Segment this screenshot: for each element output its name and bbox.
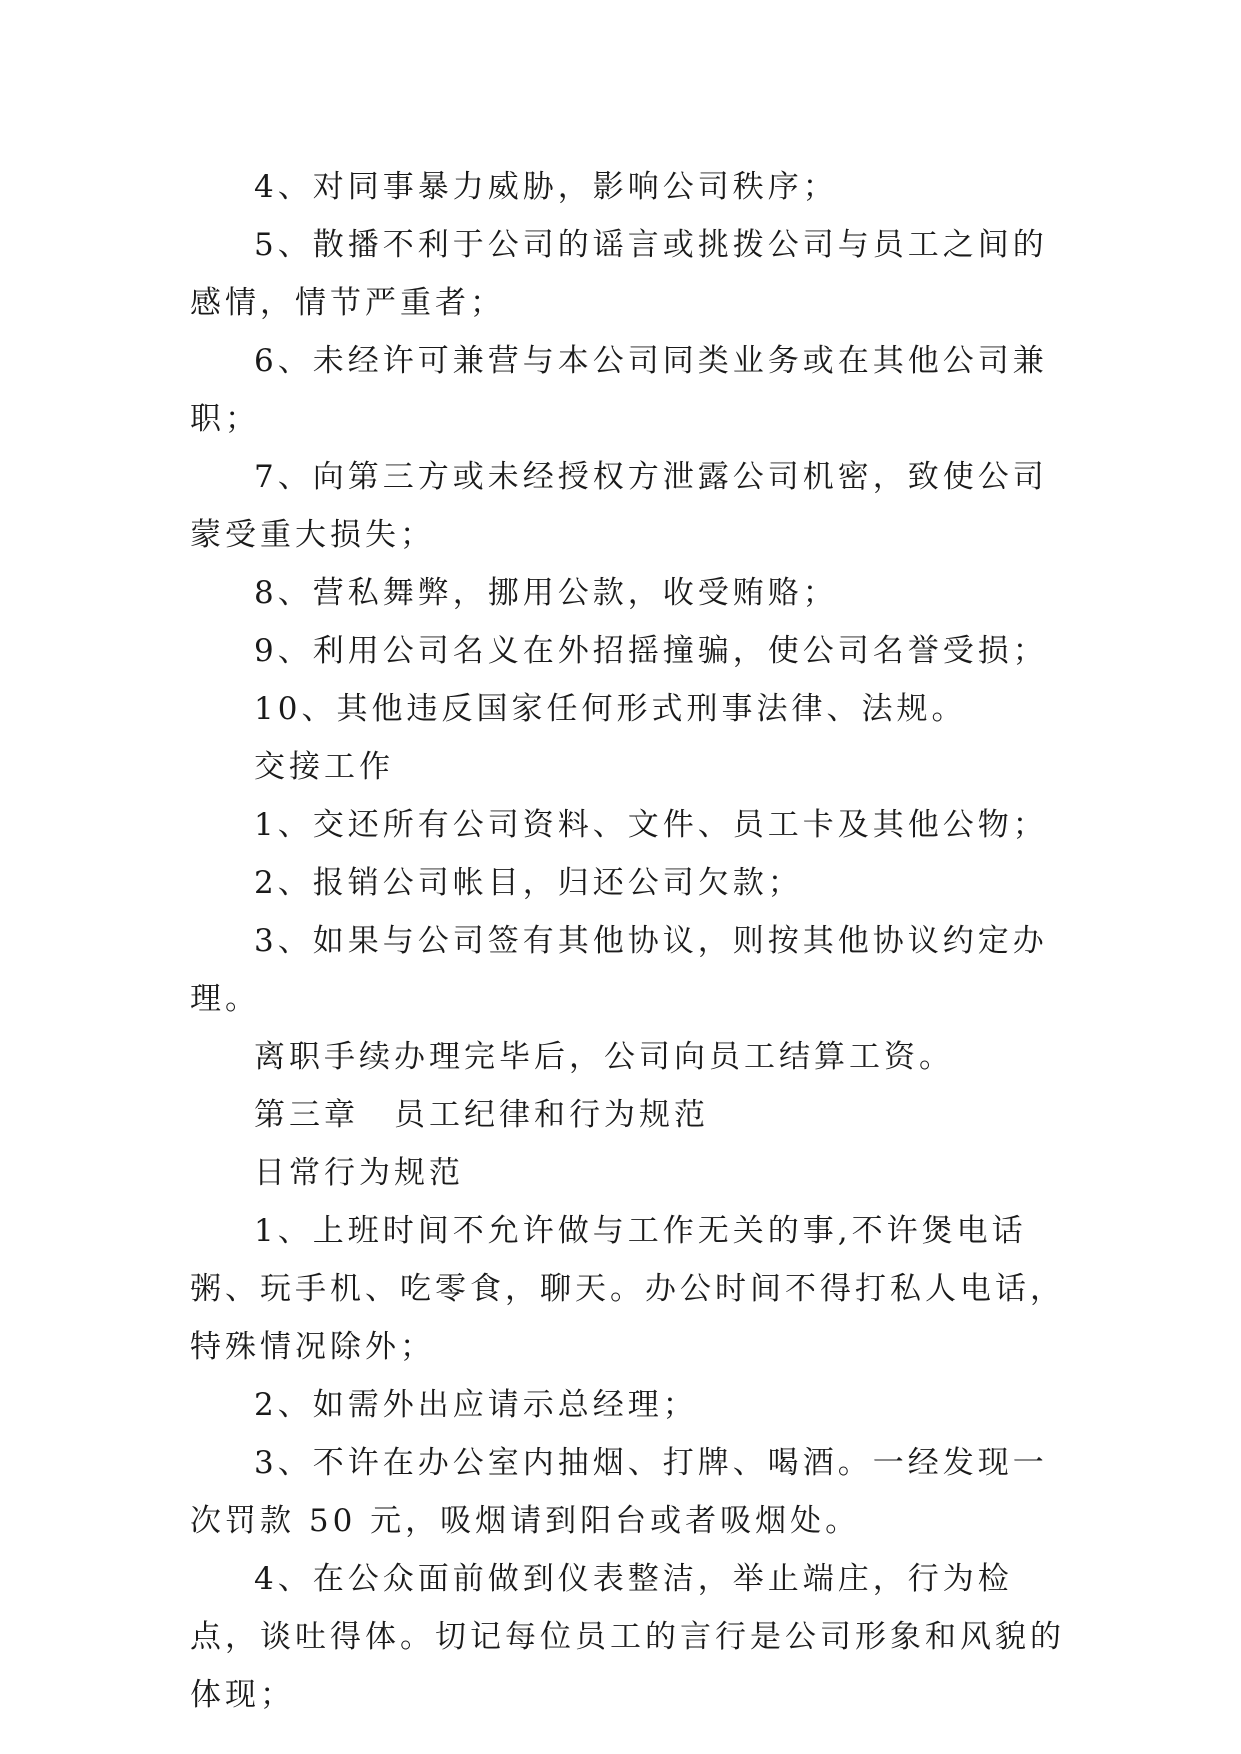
paragraph: 离职手续办理完毕后，公司向员工结算工资。 xyxy=(254,1039,954,1075)
section-heading: 交接工作 xyxy=(254,749,394,785)
paragraph: 4、在公众面前做到仪表整洁，举止端庄，行为检点，谈吐得体。切记每位员工的言行是公司形象和风貌的体现； xyxy=(190,1561,1065,1713)
chapter-heading: 第三章 员工纪律和行为规范 xyxy=(254,1097,709,1133)
paragraph: 1、交还所有公司资料、文件、员工卡及其他公物； xyxy=(254,807,1048,843)
paragraph: 2、如需外出应请示总经理； xyxy=(254,1387,698,1423)
paragraph: 8、营私舞弊，挪用公款，收受贿赂； xyxy=(254,575,838,611)
document-body xyxy=(190,158,1070,1724)
paragraph: 2、报销公司帐目，归还公司欠款； xyxy=(254,865,803,901)
paragraph: 10、其他违反国家任何形式刑事法律、法规。 xyxy=(254,691,967,727)
paragraph: 9、利用公司名义在外招摇撞骗，使公司名誉受损； xyxy=(254,633,1048,669)
paragraph: 3、不许在办公室内抽烟、打牌、喝酒。一经发现一次罚款 50 元，吸烟请到阳台或者吸烟处。 xyxy=(190,1445,1048,1539)
paragraph: 7、向第三方或未经授权方泄露公司机密，致使公司蒙受重大损失； xyxy=(190,459,1048,553)
section-heading: 日常行为规范 xyxy=(254,1155,464,1191)
paragraph: 5、散播不利于公司的谣言或挑拨公司与员工之间的感情，情节严重者； xyxy=(190,227,1048,321)
paragraph: 4、对同事暴力威胁，影响公司秩序； xyxy=(254,169,838,205)
paragraph: 6、未经许可兼营与本公司同类业务或在其他公司兼职； xyxy=(190,343,1048,437)
paragraph: 3、如果与公司签有其他协议，则按其他协议约定办理。 xyxy=(190,923,1048,1017)
paragraph: 1、上班时间不允许做与工作无关的事,不许煲电话粥、玩手机、吃零食，聊天。办公时间不得打私人电话，特殊情况除外； xyxy=(190,1213,1065,1365)
